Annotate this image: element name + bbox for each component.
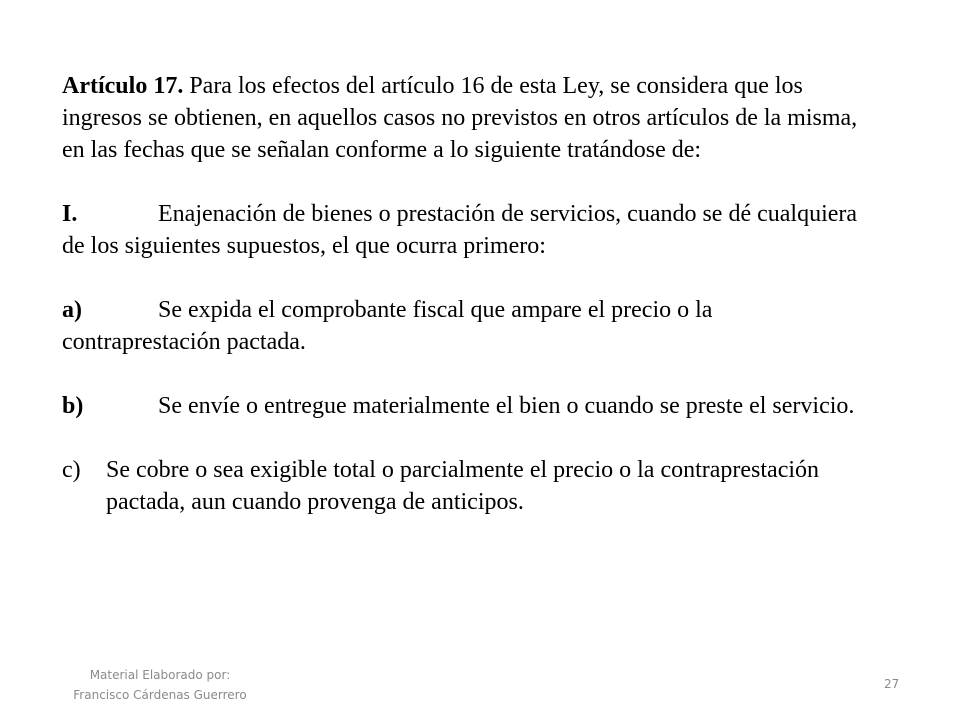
article-body (62, 70, 862, 518)
footer-line-2: Francisco Cárdenas Guerrero (73, 688, 247, 702)
item-text: Se envíe o entregue materialmente el bien o cuando se preste el servicio. (158, 393, 855, 419)
article-intro-paragraph (62, 70, 862, 166)
item-text: Enajenación de bienes o prestación de servicios, cuando se dé cualquiera de los siguientes supuestos, el que ocurra primero: (62, 201, 858, 259)
item-b (62, 390, 862, 422)
item-marker: I. (62, 201, 78, 227)
footer-line-1: Material Elaborado por: (89, 668, 231, 682)
item-a (62, 294, 862, 358)
footer-credit (60, 665, 260, 705)
item-text: Se expida el comprobante fiscal que ampare el precio o la contraprestación pactada. (62, 297, 713, 355)
item-marker: a) (62, 297, 82, 323)
item-c (62, 454, 862, 518)
article-intro-text: Para los efectos del artículo 16 de esta Ley, se considera que los ingresos se obtienen, en aquellos casos no previstos en otros artículos de la misma, en las fechas que se señalan conforme a lo siguiente tratándose de: (62, 73, 858, 163)
item-text: Se cobre o sea exigible total o parcialmente el precio o la contraprestación pactada, aun cuando provenga de anticipos. (106, 457, 820, 515)
item-marker: c) (62, 457, 81, 483)
item-roman-1 (62, 198, 862, 262)
page-number: 27 (884, 677, 900, 691)
article-title: Artículo 17. (62, 73, 184, 99)
item-marker: b) (62, 393, 84, 419)
